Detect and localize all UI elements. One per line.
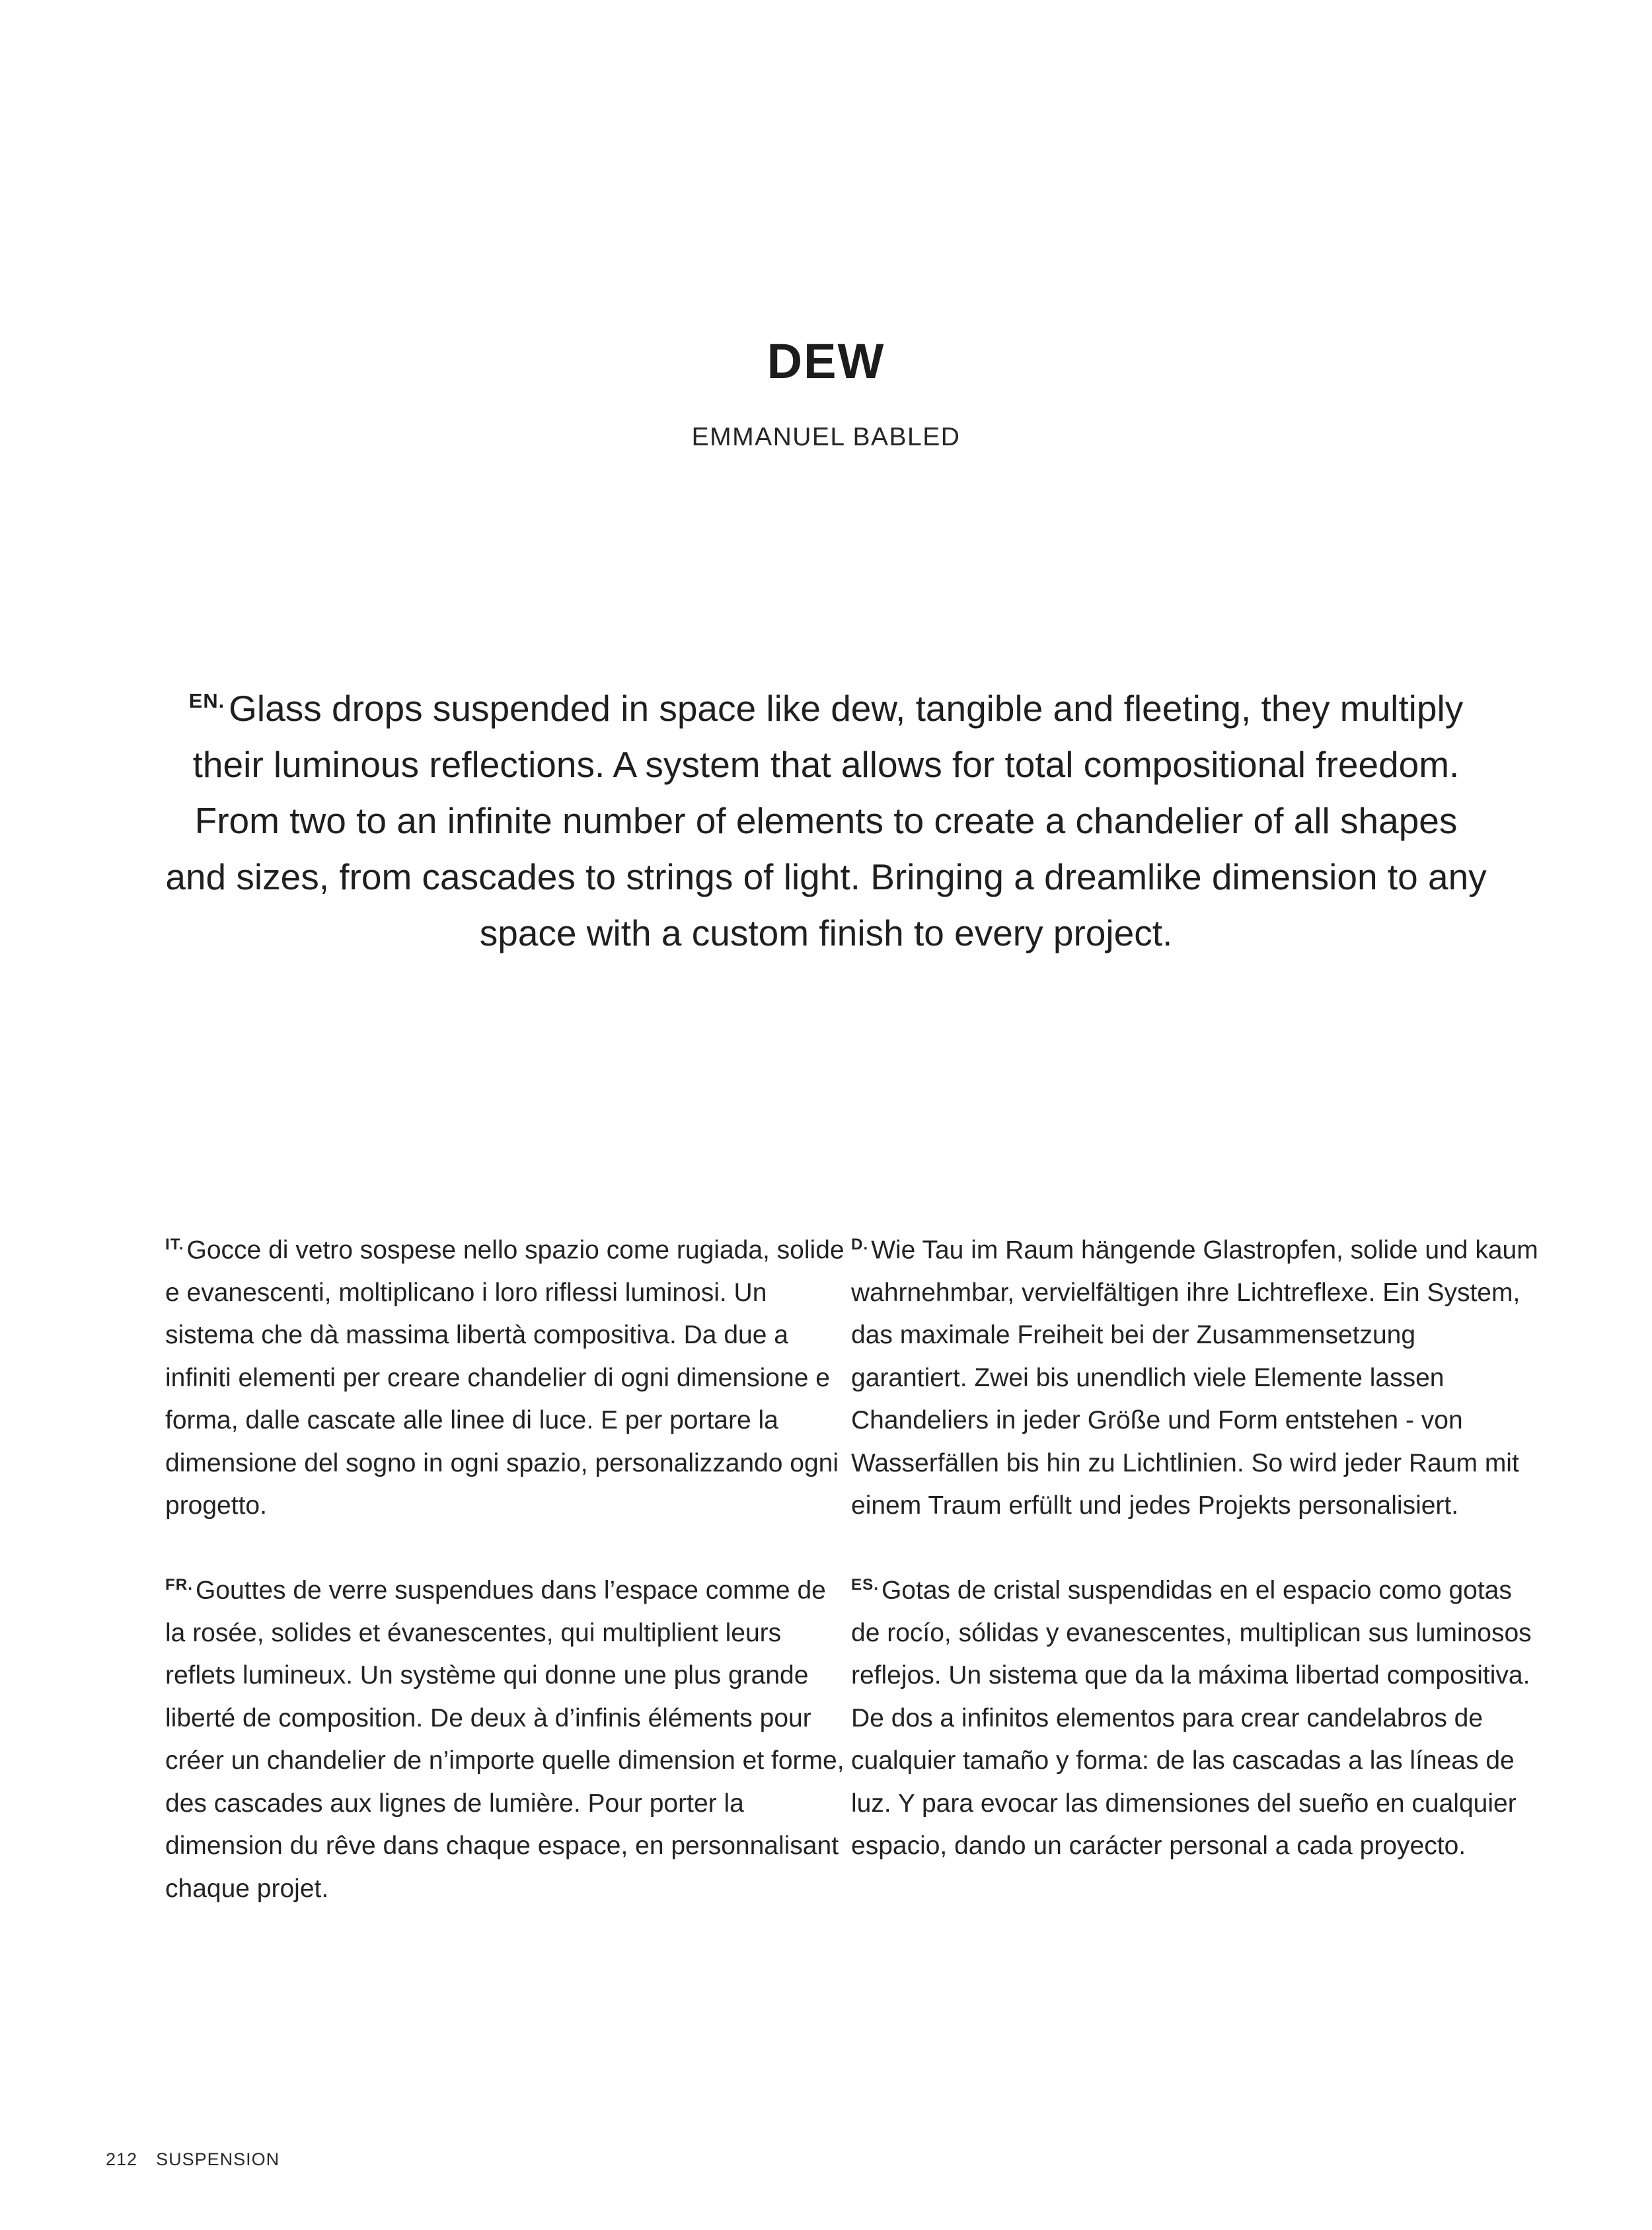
- text-fr: Gouttes de verre suspendues dans l’espace comme de la rosée, solides et évanescentes, qui multiplient leurs reflets lumineux. Un système qui donne une plus grande liberté de composition. De deux à d’infinis éléments pour créer un chandelier de n’importe quelle dimension et forme, des cascades aux lignes de lumière. Pour porter la dimension du rêve dans chaque espace, en personnalisant chaque projet.: [165, 1576, 845, 1903]
- intro-text-en: Glass drops suspended in space like dew, tangible and fleeting, they multiply their luminous reflections. A system that allows for total compositional freedom. From two to an infinite number of elements to create a chandelier of all shapes and sizes, from cascades to strings of light. Bringing a dreamlike dimension to any space with a custom finish to every project.: [165, 688, 1487, 954]
- language-tag-es: ES.: [851, 1576, 879, 1594]
- text-es: Gotas de cristal suspendidas en el espacio como gotas de rocío, sólidas y evanescentes, multiplican sus luminosos reflejos. Un sistema que da la máxima libertad compositiva. De dos a infinitos elementos para crear candelabros de cualquier tamaño y forma: de las cascadas a las líneas de luz. Y para evocar las dimensiones del sueño en cualquier espacio, dando un carácter personal a cada proyecto.: [851, 1576, 1532, 1861]
- page-footer: [106, 2151, 280, 2169]
- language-tag-fr: FR.: [165, 1576, 193, 1594]
- text-de: Wie Tau im Raum hängende Glastropfen, solide und kaum wahrnehmbar, vervielfältigen ihre Lichtreflexe. Ein System, das maximale Freiheit bei der Zusammensetzung garantiert. Zwei bis unendlich viele Elemente lassen Chandeliers in jeder Größe und Form entstehen - von Wasserfällen bis hin zu Lichtlinien. So wird jeder Raum mit einem Traum erfüllt und jedes Projekts personalisiert.: [851, 1236, 1538, 1520]
- language-tag-it: IT.: [165, 1236, 184, 1253]
- page-number: 212: [106, 2149, 138, 2169]
- section-name: SUSPENSION: [156, 2149, 280, 2169]
- designer-name: EMMANUEL BABLED: [691, 423, 961, 451]
- paragraph-es: [851, 1564, 1538, 1868]
- language-tag-en: EN.: [188, 689, 225, 712]
- paragraph-it: [165, 1224, 852, 1528]
- paragraph-fr: [165, 1564, 852, 1910]
- text-it: Gocce di vetro sospese nello spazio come rugiada, solide e evanescenti, moltiplicano i loro riflessi luminosi. Un sistema che dà massima libertà compositiva. Da due a infiniti elementi per creare chandelier di ogni dimensione e forma, dalle cascate alle linee di luce. E per portare la dimensione del sogno in ogni spazio, personalizzando ogni progetto.: [165, 1236, 845, 1520]
- product-title: DEW: [767, 334, 885, 389]
- paragraph-de: [851, 1224, 1538, 1528]
- language-tag-de: D.: [851, 1236, 869, 1253]
- intro-paragraph-en: [165, 673, 1487, 961]
